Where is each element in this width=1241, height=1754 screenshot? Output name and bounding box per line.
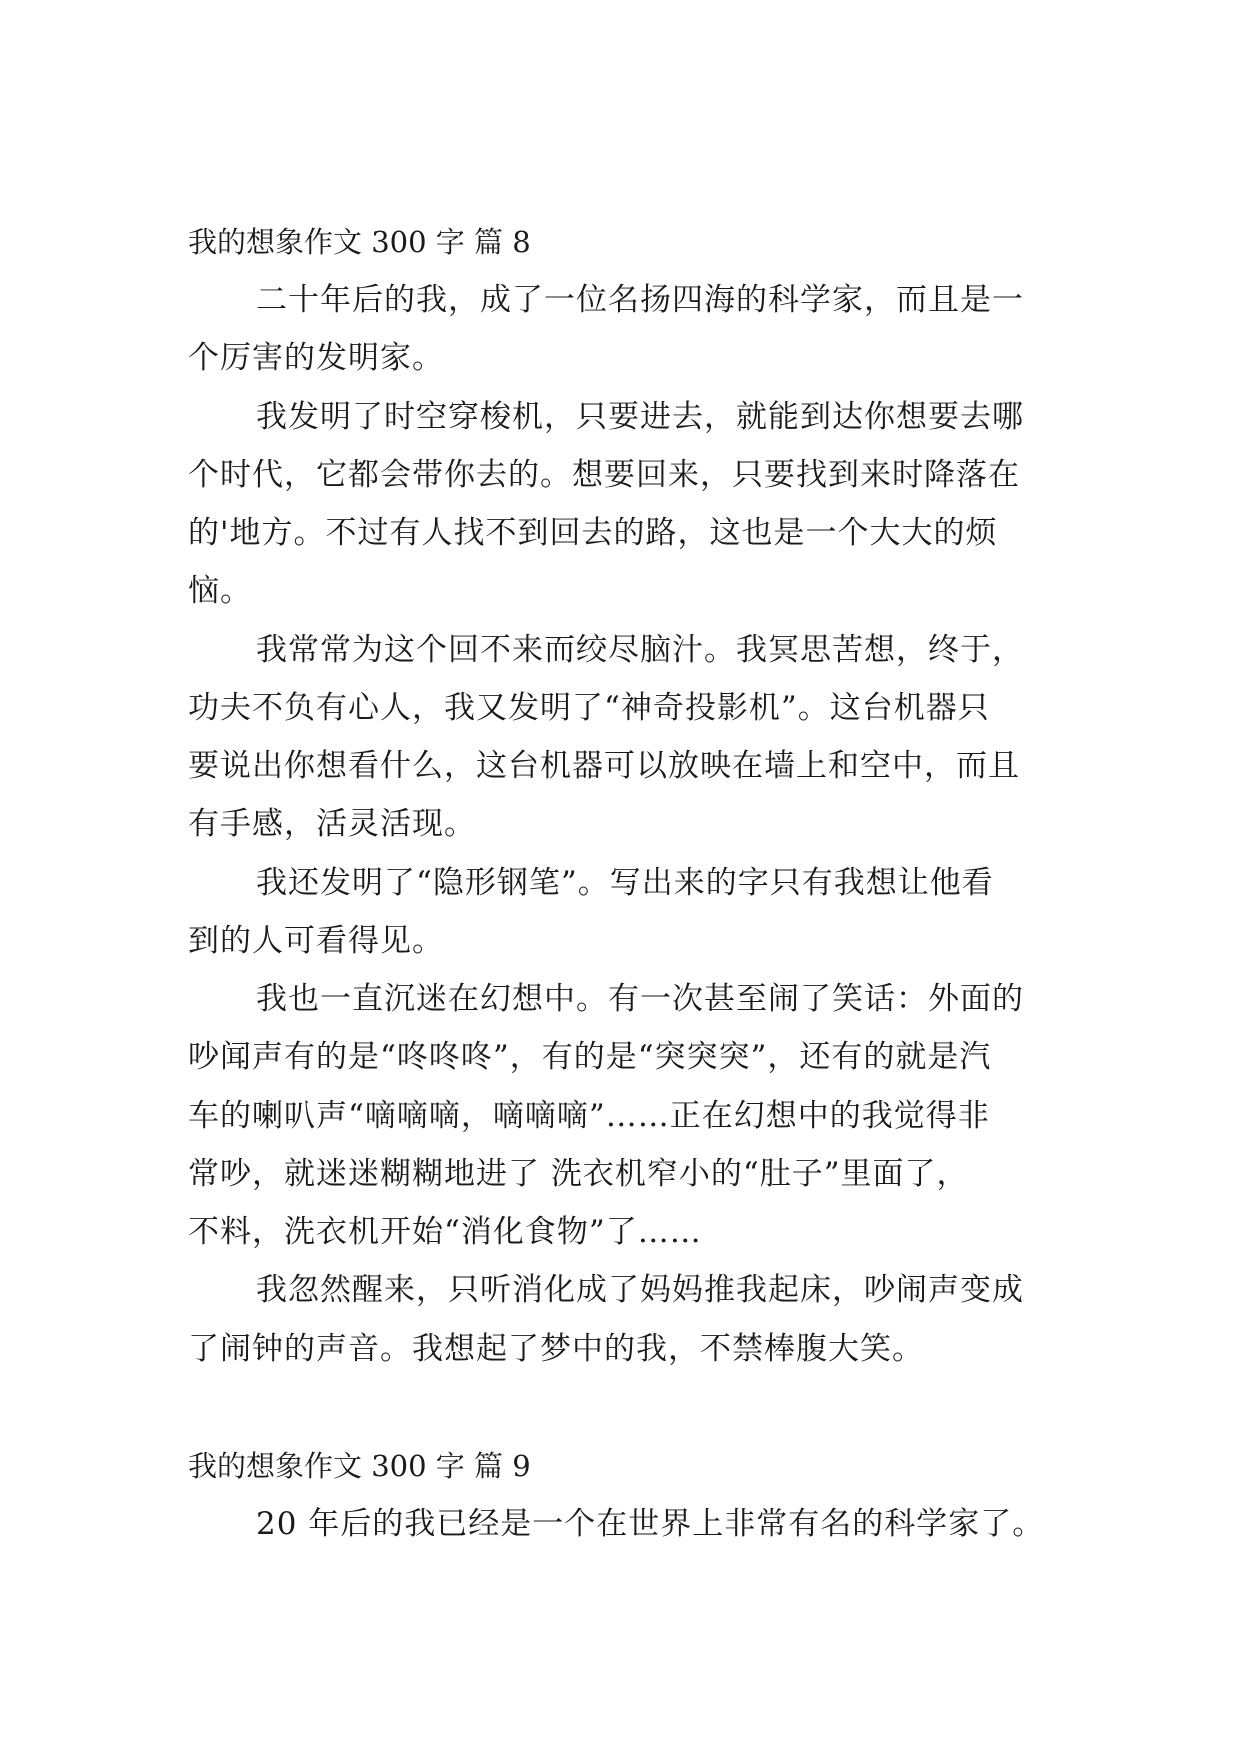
paragraph-line: 我也一直沉迷在幻想中。有一次甚至闹了笑话：外面的: [256, 981, 1024, 1017]
paragraph-line: 不料，洗衣机开始“消化食物”了……: [188, 1214, 702, 1250]
paragraph-line: 二十年后的我，成了一位名扬四海的科学家，而且是一: [256, 282, 1024, 318]
paragraph-line: 有手感，活灵活现。: [188, 806, 476, 842]
paragraph-line: 个厉害的发明家。: [188, 340, 444, 376]
paragraph-line: 我常常为这个回不来而绞尽脑汁。我冥思苦想，终于，: [256, 632, 1024, 668]
paragraph-line: 功夫不负有心人，我又发明了“神奇投影机”。这台机器只: [188, 690, 990, 726]
paragraph-line: 的'地方。不过有人找不到回去的路，这也是一个大大的烦: [188, 515, 998, 551]
paragraph-line: 个时代，它都会带你去的。想要回来，只要找到来时降落在: [188, 457, 1020, 493]
paragraph-line: 了闹钟的声音。我想起了梦中的我，不禁棒腹大笑。: [188, 1331, 924, 1367]
paragraph-line: 车的喇叭声“嘀嘀嘀，嘀嘀嘀”……正在幻想中的我觉得非: [188, 1098, 990, 1134]
paragraph-line: 恼。: [188, 573, 252, 609]
paragraph-line: 常吵，就迷迷糊糊地进了 洗衣机窄小的“肚子”里面了，: [188, 1156, 969, 1192]
paragraph-line: 要说出你想看什么，这台机器可以放映在墙上和空中，而且: [188, 748, 1020, 784]
paragraph-line: 我忽然醒来，只听消化成了妈妈推我起床，吵闹声变成: [256, 1272, 1024, 1308]
section-heading: 我的想象作文 300 字 篇 8: [188, 225, 531, 259]
paragraph-line: 到的人可看得见。: [188, 923, 444, 959]
paragraph-line: 吵闻声有的是“咚咚咚”，有的是“突突突”，还有的就是汽: [188, 1039, 992, 1075]
section-heading: 我的想象作文 300 字 篇 9: [188, 1449, 531, 1483]
paragraph-line: 20 年后的我已经是一个在世界上非常有名的科学家了。: [256, 1506, 1045, 1542]
paragraph-line: 我还发明了“隐形钢笔”。写出来的字只有我想让他看: [256, 865, 994, 901]
paragraph-line: 我发明了时空穿梭机，只要进去，就能到达你想要去哪: [256, 399, 1024, 435]
